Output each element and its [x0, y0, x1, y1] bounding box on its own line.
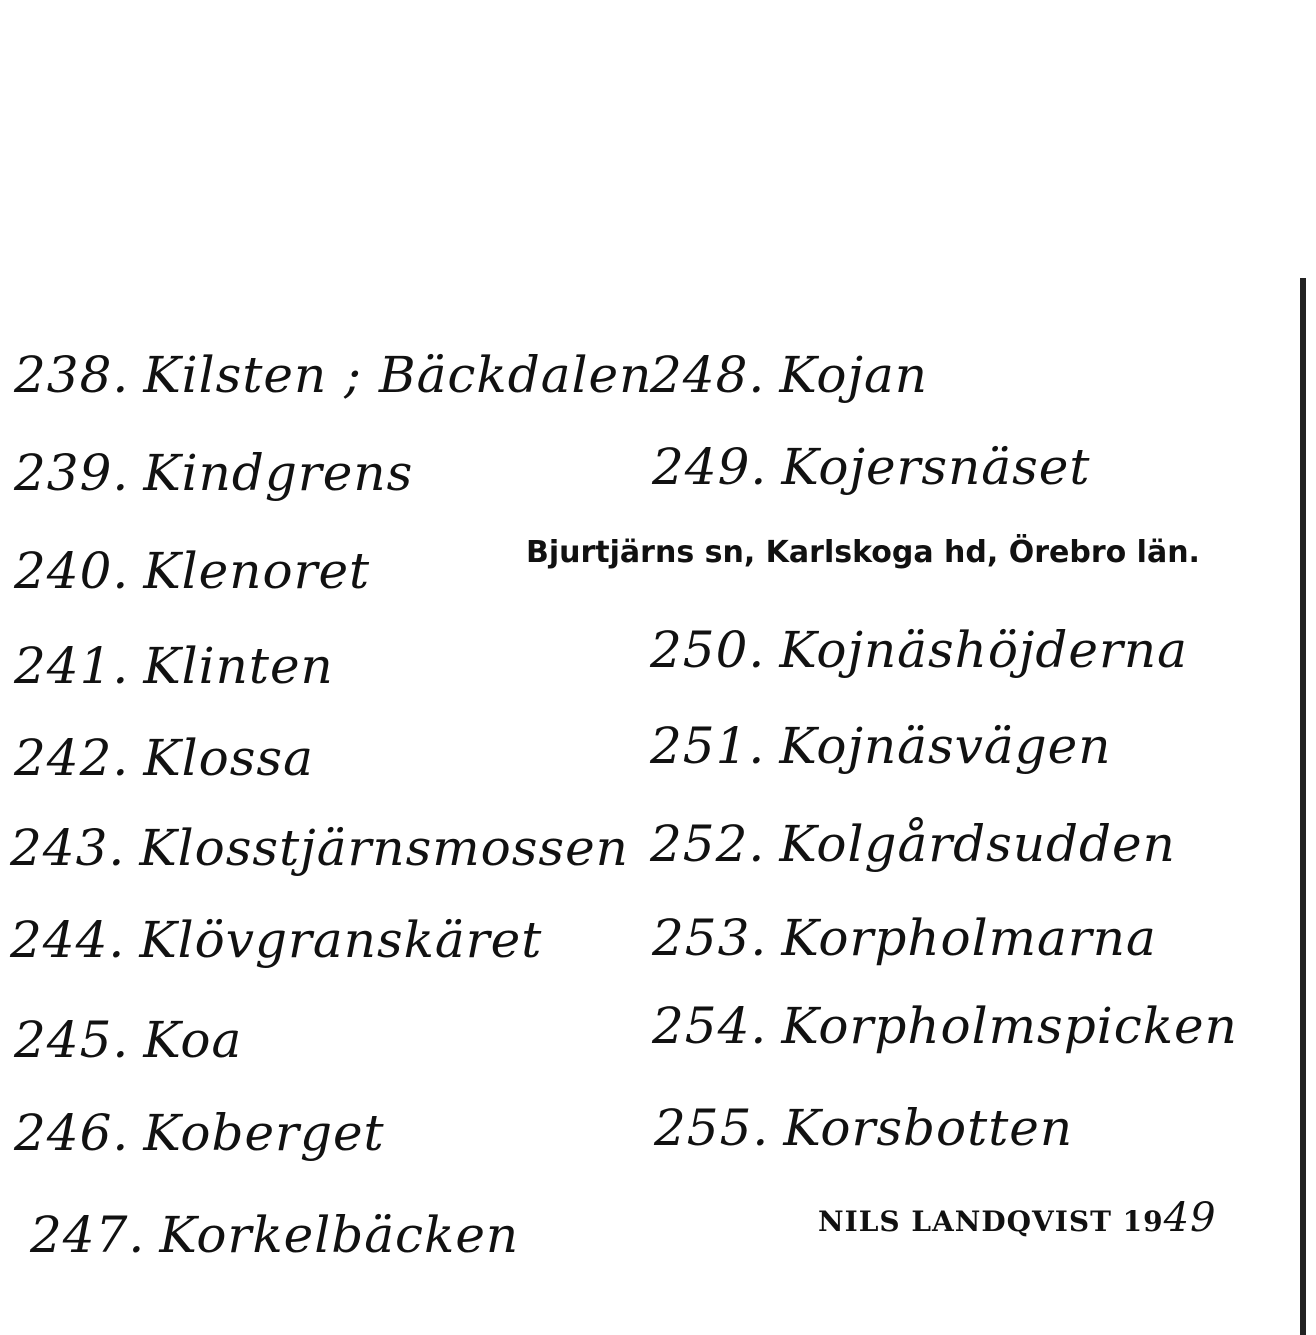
entry-name: Klosstjärnsmossen	[139, 819, 629, 877]
entry-number: 247.	[30, 1206, 146, 1264]
entry-number: 246.	[14, 1104, 130, 1162]
entry-name: Korpholmspicken	[781, 997, 1238, 1055]
entry-name: Klinten	[143, 637, 334, 695]
entry-name: Korkelbäcken	[159, 1206, 520, 1264]
entry-number: 245.	[14, 1011, 130, 1069]
entry-number: 238.	[14, 346, 130, 404]
list-item	[14, 443, 413, 503]
list-item	[14, 541, 370, 601]
entry-name: Klenoret	[143, 542, 371, 600]
entry-name: Kojersnäset	[781, 438, 1091, 496]
entry-number: 248.	[650, 346, 766, 404]
entry-name: Klossa	[143, 729, 314, 787]
list-item	[650, 620, 1188, 680]
entry-number: 240.	[14, 542, 130, 600]
list-item	[650, 716, 1111, 776]
entry-number: 244.	[10, 911, 126, 969]
list-item	[652, 908, 1157, 968]
list-item	[650, 814, 1176, 874]
entry-number: 241.	[14, 637, 130, 695]
list-item	[652, 996, 1238, 1056]
entry-name: Korpholmarna	[781, 909, 1157, 967]
collector-name: NILS LANDQVIST 19	[818, 1205, 1164, 1238]
card-edge	[1300, 278, 1306, 1335]
entry-name: Kolgårdsudden	[779, 815, 1176, 873]
collector-line	[818, 1195, 1217, 1242]
entry-number: 242.	[14, 729, 130, 787]
entry-number: 250.	[650, 621, 766, 679]
list-item	[14, 1103, 385, 1163]
entry-number: 253.	[652, 909, 768, 967]
collector-year: 49	[1163, 1195, 1217, 1241]
list-item	[14, 728, 314, 788]
entry-name: Koberget	[143, 1104, 385, 1162]
entry-name: Koa	[143, 1011, 243, 1069]
list-item	[30, 1205, 519, 1265]
list-item	[14, 345, 652, 405]
entry-number: 255.	[654, 1099, 770, 1157]
entry-name: Korsbotten	[783, 1099, 1074, 1157]
entry-name: Kilsten ; Bäckdalen	[143, 346, 653, 404]
entry-number: 252.	[650, 815, 766, 873]
entry-number: 249.	[652, 438, 768, 496]
entry-number: 254.	[652, 997, 768, 1055]
entry-name: Klövgranskäret	[139, 911, 543, 969]
locality-stamp: Bjurtjärns sn, Karlskoga hd, Örebro län.	[526, 535, 1200, 570]
entry-name: Kojan	[779, 346, 928, 404]
entry-number: 239.	[14, 444, 130, 502]
list-item	[10, 818, 629, 878]
list-item	[650, 345, 928, 405]
entry-name: Kindgrens	[143, 444, 414, 502]
entry-name: Kojnäsvägen	[779, 717, 1112, 775]
list-item	[652, 437, 1090, 497]
entry-number: 251.	[650, 717, 766, 775]
list-item	[14, 636, 334, 696]
list-item	[654, 1098, 1073, 1158]
entry-name: Kojnäshöjderna	[779, 621, 1188, 679]
list-item	[10, 910, 542, 970]
entry-number: 243.	[10, 819, 126, 877]
list-item	[14, 1010, 242, 1070]
